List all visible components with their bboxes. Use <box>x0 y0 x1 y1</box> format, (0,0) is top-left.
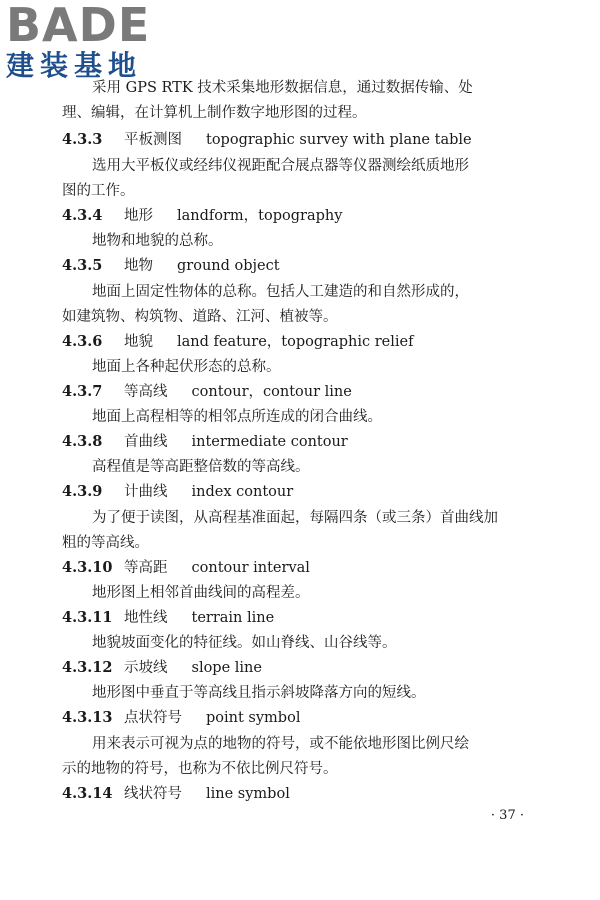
term-number: 4.3.10 <box>62 559 113 576</box>
term-english: landform，topography <box>177 208 343 224</box>
intro-line-1: 采用 GPS RTK 技术采集地形数据信息，通过数据传输、处 <box>92 80 473 96</box>
term-heading <box>62 130 472 150</box>
term-number: 4.3.4 <box>62 207 103 224</box>
term-english: point symbol <box>206 710 301 726</box>
term-heading <box>62 658 262 678</box>
term-english: slope line <box>191 660 262 676</box>
term-number: 4.3.12 <box>62 659 113 676</box>
term-number: 4.3.13 <box>62 709 113 726</box>
term-description: 粗的等高线。 <box>62 535 149 551</box>
term-english: terrain line <box>191 610 275 626</box>
term-chinese: 等高线 <box>124 384 168 400</box>
term-number: 4.3.14 <box>62 785 113 802</box>
term-chinese: 平板测图 <box>124 132 182 148</box>
term-heading <box>62 608 274 628</box>
term-number: 4.3.8 <box>62 433 103 450</box>
term-chinese: 地貌 <box>124 334 153 350</box>
term-number: 4.3.5 <box>62 257 103 274</box>
term-chinese: 计曲线 <box>124 484 168 500</box>
term-number: 4.3.3 <box>62 131 103 148</box>
term-chinese: 地性线 <box>124 610 168 626</box>
term-description: 地形图上相邻首曲线间的高程差。 <box>92 585 310 601</box>
term-heading <box>62 382 352 402</box>
term-english: contour，contour line <box>191 384 352 400</box>
term-description: 示的地物的符号，也称为不依比例尺符号。 <box>62 761 338 777</box>
term-english: contour interval <box>191 560 310 576</box>
term-chinese: 地形 <box>124 208 153 224</box>
term-heading <box>62 432 348 452</box>
term-chinese: 等高距 <box>124 560 168 576</box>
term-description: 地物和地貌的总称。 <box>92 233 223 249</box>
term-heading <box>62 708 300 728</box>
logo-brand: BADE <box>6 0 151 52</box>
term-number: 4.3.11 <box>62 609 113 626</box>
logo-subtitle: 建装基地 <box>6 49 143 82</box>
term-description: 地面上高程相等的相邻点所连成的闭合曲线。 <box>92 409 382 425</box>
term-english: ground object <box>177 258 280 274</box>
term-heading <box>62 332 413 352</box>
term-description: 地形图中垂直于等高线且指示斜坡降落方向的短线。 <box>92 685 426 701</box>
term-english: land feature，topographic relief <box>177 334 414 350</box>
page-number: · 37 · <box>490 808 524 823</box>
term-description: 地面上固定性物体的总称。包括人工建造的和自然形成的， <box>92 284 469 300</box>
term-chinese: 示坡线 <box>124 660 168 676</box>
term-chinese: 首曲线 <box>124 434 168 450</box>
term-heading <box>62 784 290 804</box>
term-heading <box>62 206 342 226</box>
term-english: line symbol <box>206 786 290 802</box>
term-english: intermediate contour <box>191 434 348 450</box>
term-english: index contour <box>191 484 294 500</box>
term-description: 图的工作。 <box>62 183 135 199</box>
term-heading <box>62 256 280 276</box>
term-english: topographic survey with plane table <box>206 132 472 148</box>
watermark-logo <box>6 2 176 82</box>
term-description: 选用大平板仪或经纬仪视距配合展点器等仪器测绘纸质地形 <box>92 158 469 174</box>
term-number: 4.3.6 <box>62 333 103 350</box>
term-description: 地貌坡面变化的特征线。如山脊线、山谷线等。 <box>92 635 397 651</box>
term-chinese: 线状符号 <box>124 786 182 802</box>
term-heading <box>62 558 310 578</box>
term-description: 如建筑物、构筑物、道路、江河、植被等。 <box>62 309 338 325</box>
term-chinese: 点状符号 <box>124 710 182 726</box>
term-chinese: 地物 <box>124 258 153 274</box>
term-number: 4.3.9 <box>62 483 103 500</box>
intro-line-2: 理、编辑，在计算机上制作数字地形图的过程。 <box>62 105 367 121</box>
term-description: 为了便于读图，从高程基准面起，每隔四条（或三条）首曲线加 <box>92 510 498 526</box>
term-heading <box>62 482 293 502</box>
term-number: 4.3.7 <box>62 383 103 400</box>
term-description: 地面上各种起伏形态的总称。 <box>92 359 281 375</box>
term-description: 高程值是等高距整倍数的等高线。 <box>92 459 310 475</box>
term-description: 用来表示可视为点的地物的符号，或不能依地形图比例尺绘 <box>92 736 469 752</box>
